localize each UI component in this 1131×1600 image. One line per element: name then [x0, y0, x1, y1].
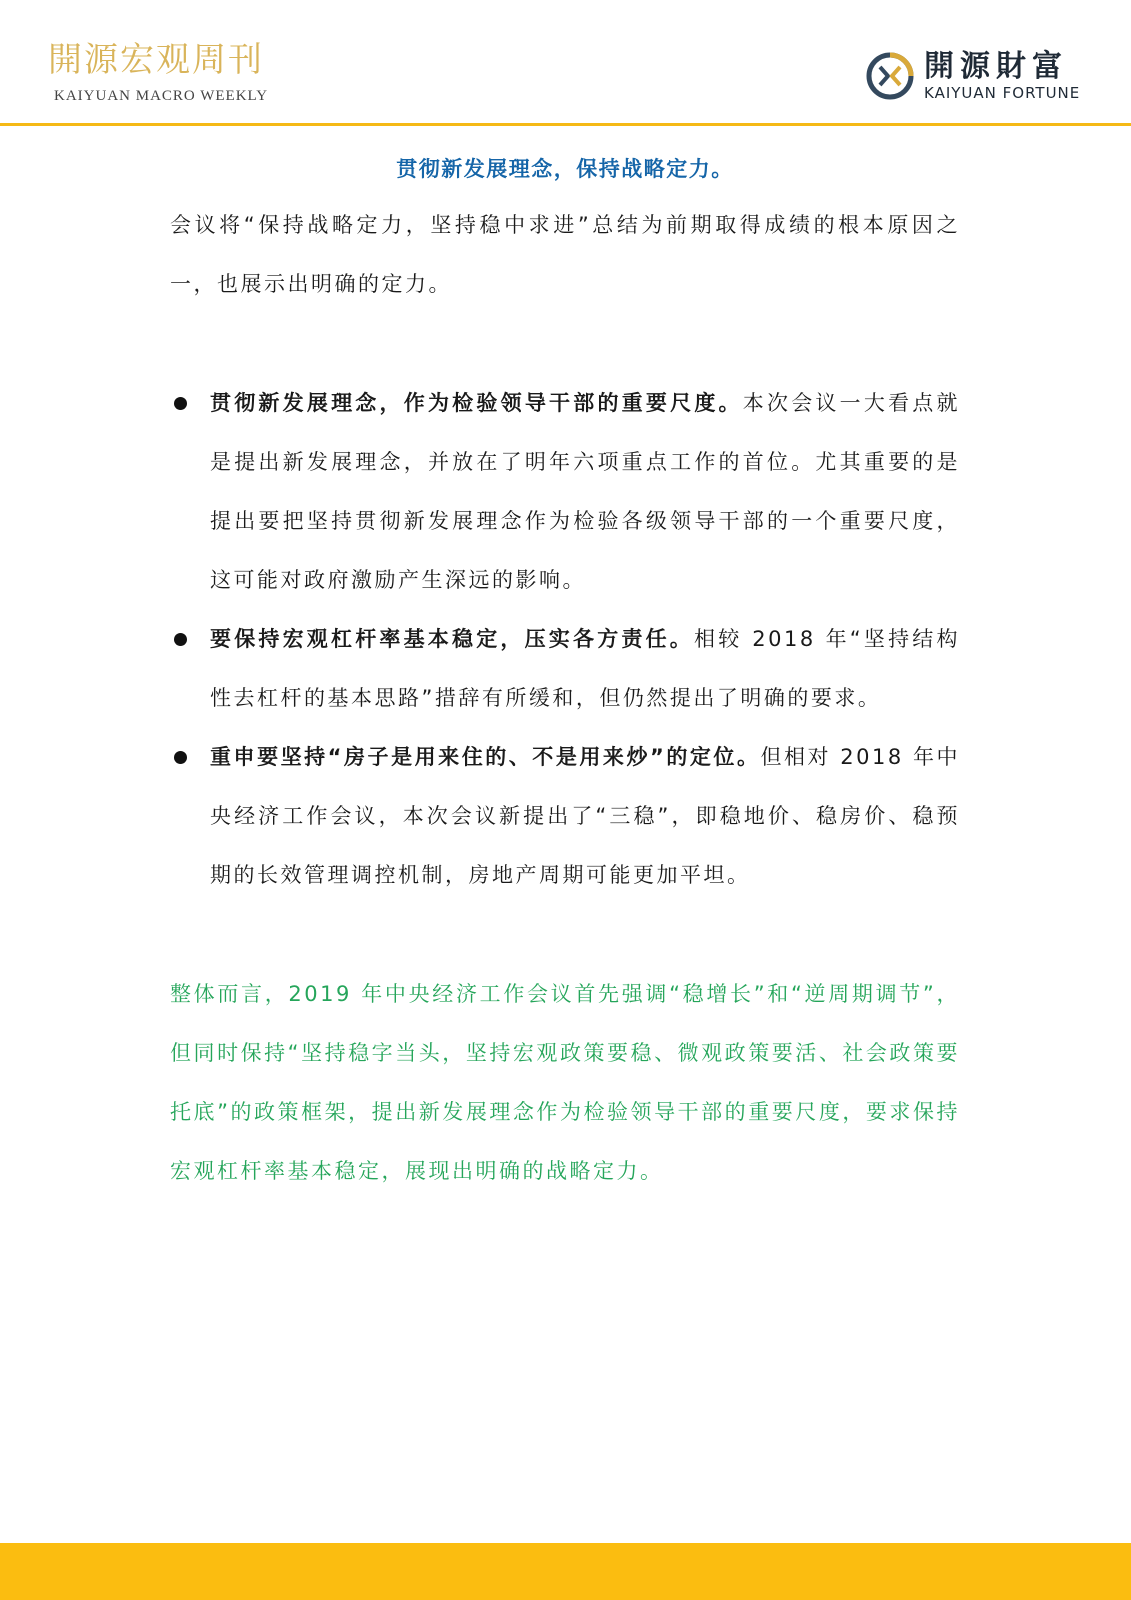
section-title: 贯彻新发展理念，保持战略定力。 — [396, 157, 734, 181]
spacer — [170, 905, 960, 965]
brand-subtitle: KAIYUAN MACRO WEEKLY — [54, 88, 269, 104]
kaiyuan-logo-icon — [866, 52, 914, 100]
key-points-list — [170, 374, 960, 905]
bullet-dot — [174, 397, 187, 410]
list-item — [170, 374, 960, 610]
bullet-text: 相较 2018 年“坚持结构性去杠杆的基本思路”措辞有所缓和，但仍然提出了明确的要求。 — [210, 627, 960, 710]
article-body — [170, 142, 960, 1201]
bullet-text: 但相对 2018 年中央经济工作会议，本次会议新提出了“三稳”，即稳地价、稳房价、稳预期的长效管理调控机制，房地产周期可能更加平坦。 — [210, 745, 960, 887]
list-item — [170, 610, 960, 728]
bullet-lead: 重申要坚持“房子是用来住的、不是用来炒”的定位。 — [210, 745, 761, 769]
spacer — [170, 314, 960, 374]
list-item — [170, 728, 960, 905]
bullet-dot — [174, 633, 187, 646]
page-header — [0, 0, 1131, 126]
brand-title: 開源宏观周刊 — [48, 40, 264, 80]
bullet-lead: 要保持宏观杠杆率基本稳定，压实各方责任。 — [210, 627, 695, 651]
bullet-lead: 贯彻新发展理念，作为检验领导干部的重要尺度。 — [210, 391, 743, 415]
bullet-text: 本次会议一大看点就是提出新发展理念，并放在了明年六项重点工作的首位。尤其重要的是提出要把坚持贯彻新发展理念作为检验各级领导干部的一个重要尺度，这可能对政府激励产生深远的影响。 — [210, 391, 960, 592]
logo-wordmark-cn: 開源財富 — [924, 49, 1068, 84]
logo-wordmark-en: KAIYUAN FORTUNE — [924, 84, 1081, 102]
header-rule — [0, 123, 1131, 126]
bullet-dot — [174, 751, 187, 764]
summary-paragraph: 整体而言，2019 年中央经济工作会议首先强调“稳增长”和“逆周期调节”，但同时保持“坚持稳字当头，坚持宏观政策要稳、微观政策要活、社会政策要托底”的政策框架，提出新发展理念作为检验领导干部的重要尺度，要求保持宏观杠杆率基本稳定，展现出明确的战略定力。 — [170, 982, 960, 1183]
intro-paragraph: 会议将“保持战略定力，坚持稳中求进”总结为前期取得成绩的根本原因之一，也展示出明确的定力。 — [170, 213, 960, 296]
footer-band — [0, 1543, 1131, 1600]
